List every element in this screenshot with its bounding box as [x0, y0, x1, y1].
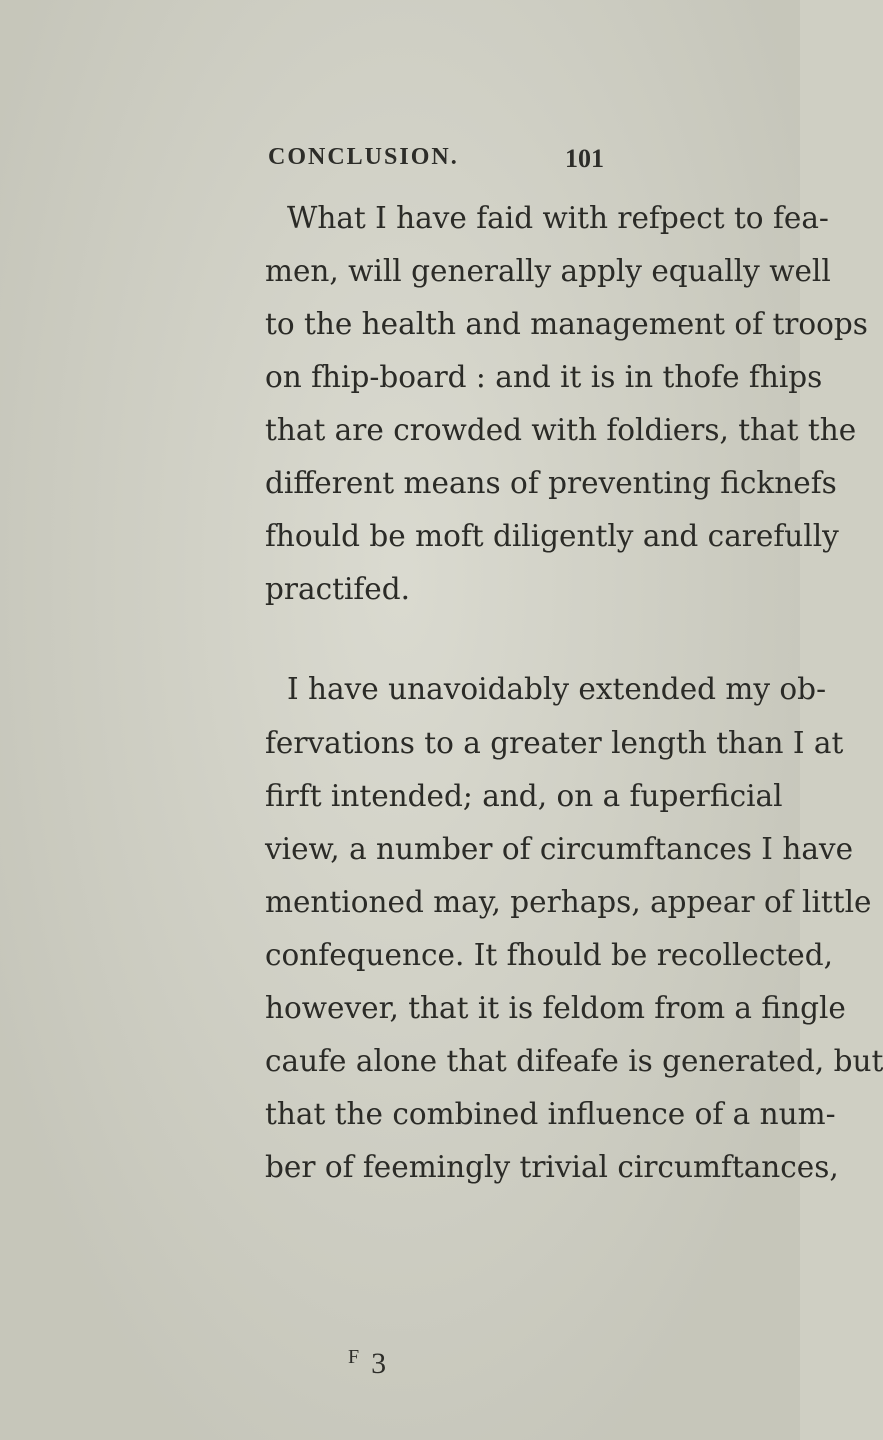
text-line: on fhip-board : and it is in thofe fhips: [265, 360, 823, 394]
text-line: caufe alone that difeafe is generated, but: [265, 1044, 883, 1078]
text-line: fervations to a greater length than I at: [265, 726, 844, 760]
running-head: [0, 140, 800, 180]
text-line: however, that it is feldom from a fingle: [265, 991, 846, 1025]
text-line: men, will generally apply equally well: [265, 254, 831, 288]
text-line: confequence. It fhould be recollected,: [265, 938, 833, 972]
signature-letter: F: [348, 1346, 360, 1368]
text-line: mentioned may, perhaps, appear of little: [265, 885, 872, 919]
text-line: view, a number of circumftances I have: [265, 832, 854, 866]
running-title: CONCLUSION.: [268, 144, 459, 170]
text-line: I have unavoidably extended my ob-: [287, 672, 827, 706]
text-line: that are crowded with foldiers, that the: [265, 413, 857, 447]
page-number: 101: [565, 144, 604, 173]
text-line: fhould be moft diligently and carefully: [265, 519, 839, 553]
text-line: firft intended; and, on a fuperficial: [265, 779, 783, 813]
signature-mark: [348, 1346, 386, 1381]
text-line: What I have faid with refpect to fea-: [287, 201, 829, 235]
signature-number: 3: [371, 1347, 387, 1380]
text-line: practifed.: [265, 572, 411, 606]
text-line: to the health and management of troops: [265, 307, 868, 341]
text-line: that the combined influence of a num-: [265, 1097, 836, 1131]
text-line: ber of feemingly trivial circumftances,: [265, 1150, 839, 1184]
text-line: different means of preventing ficknefs: [265, 466, 837, 500]
